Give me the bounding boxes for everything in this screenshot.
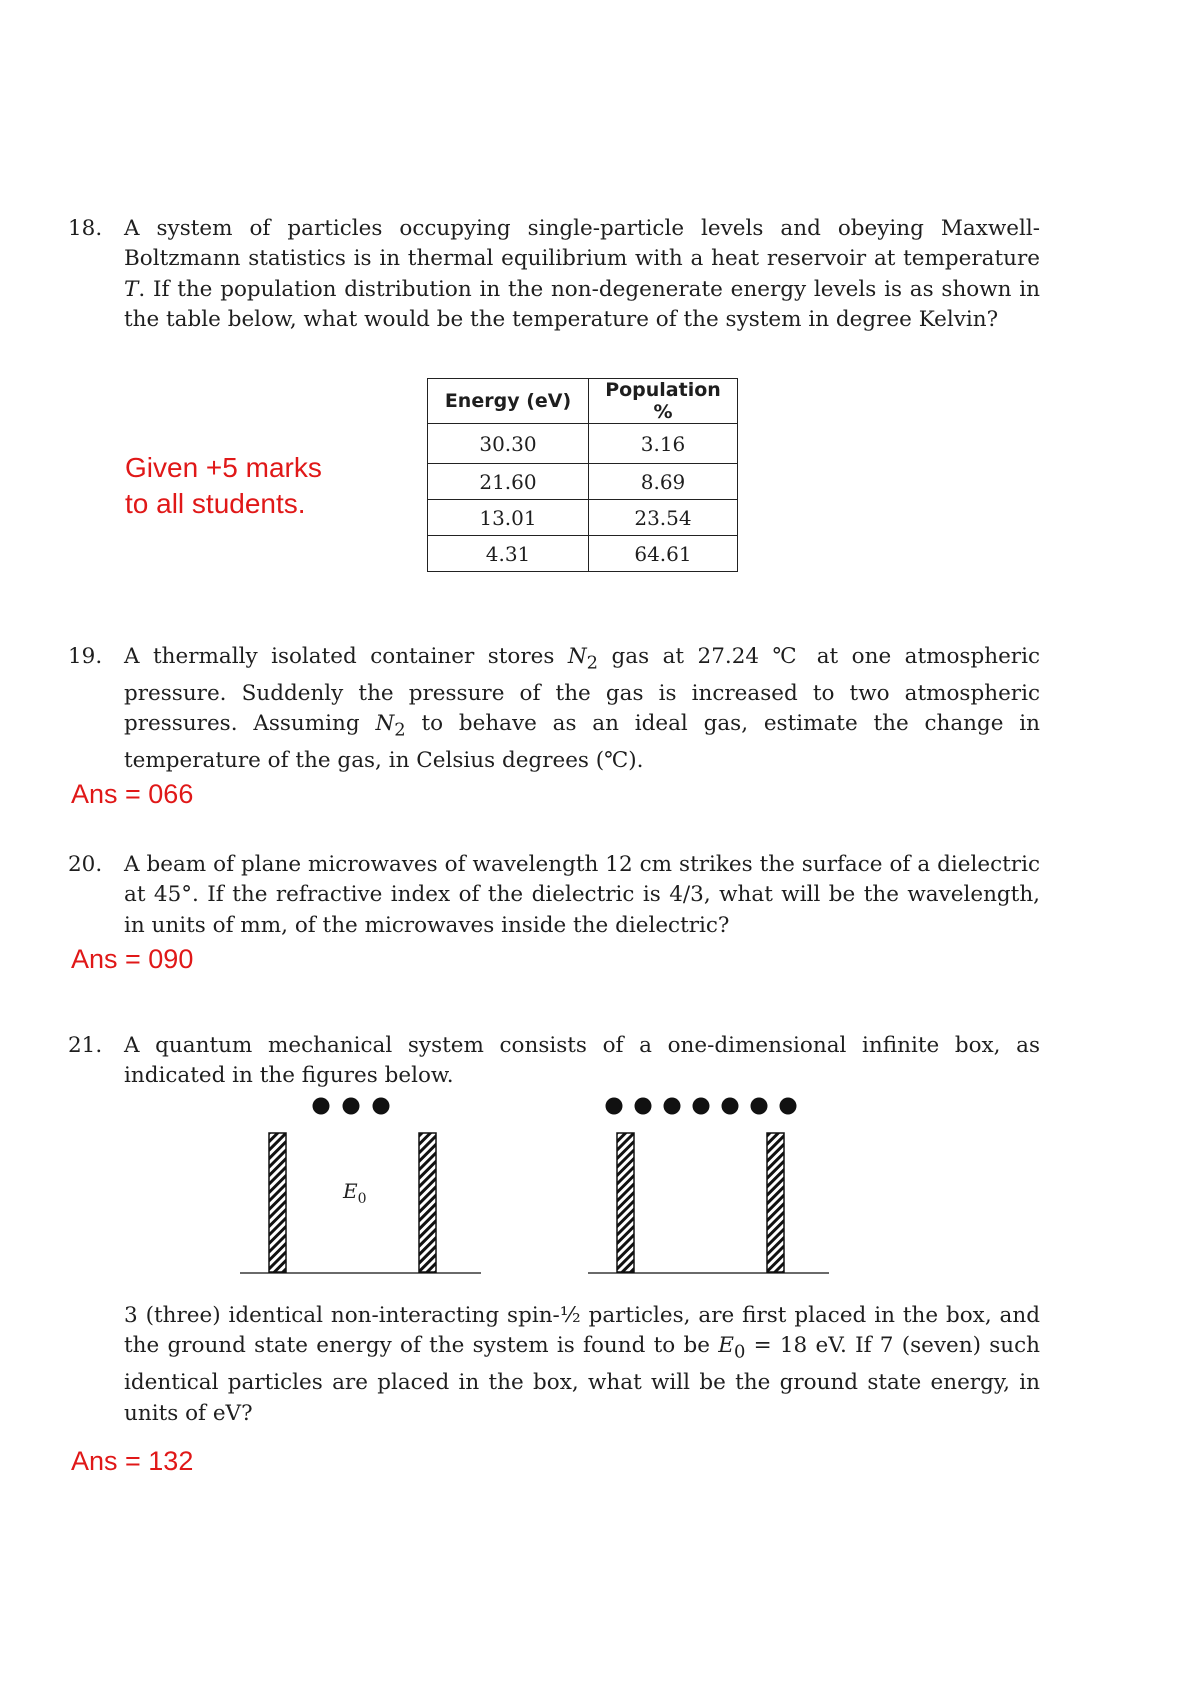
energy-cell: 30.30 bbox=[428, 424, 589, 464]
particle-dot bbox=[606, 1098, 623, 1115]
question-text: 3 (three) identical non-interacting spin-½ particles, are first placed in the box, and the ground state energy of the system is found to be $E_0 = 18$ eV. If 7 (seven) such identical particles are placed in the box, what will be the ground state energy, in units of eV? bbox=[124, 1303, 1040, 1426]
box-seven-particles bbox=[588, 1098, 829, 1274]
population-cell: 3.16 bbox=[589, 424, 738, 464]
answer-label: Ans = 132 bbox=[71, 1445, 194, 1476]
particle-dots bbox=[313, 1098, 390, 1115]
table-header: Energy (eV) bbox=[428, 379, 589, 424]
table-header: Population % bbox=[589, 379, 738, 424]
question-number: 20. bbox=[68, 852, 103, 877]
question-number: 18. bbox=[68, 216, 103, 241]
energy-label: $E_0$ bbox=[343, 1179, 367, 1207]
right-wall bbox=[767, 1133, 784, 1272]
question-21-continued bbox=[68, 1301, 1040, 1479]
particle-dot bbox=[635, 1098, 652, 1115]
marks-annotation: Given +5 marks to all students. bbox=[125, 452, 322, 519]
energy-cell: 4.31 bbox=[428, 536, 589, 572]
left-wall bbox=[269, 1133, 286, 1272]
answer-label: Ans = 066 bbox=[71, 779, 194, 810]
right-wall bbox=[419, 1133, 436, 1272]
particle-dot bbox=[693, 1098, 710, 1115]
question-text: A thermally isolated container stores $N_2$ gas at 27.24 ℃ at one atmospheric pressure. Suddenly the pressure of the gas is increased to two atmospheric pressures. Assuming $N_2$ to behave as an ideal gas, estimate the change in temperature of the gas, in Celsius degrees (℃). bbox=[124, 644, 1041, 773]
particle-dots bbox=[606, 1098, 797, 1115]
particle-dot bbox=[751, 1098, 768, 1115]
question-number: 19. bbox=[68, 644, 103, 669]
answer-label: Ans = 090 bbox=[71, 944, 194, 975]
particle-dot bbox=[780, 1098, 797, 1115]
energy-cell: 13.01 bbox=[428, 500, 589, 536]
particle-dot bbox=[722, 1098, 739, 1115]
population-cell: 23.54 bbox=[589, 500, 738, 536]
question-text: A quantum mechanical system consists of a one-dimensional infinite box, as indicated in the figures below. bbox=[124, 1033, 1040, 1089]
particle-dot bbox=[343, 1098, 360, 1115]
population-cell: 64.61 bbox=[589, 536, 738, 572]
particle-dot bbox=[373, 1098, 390, 1115]
particle-dot bbox=[313, 1098, 330, 1115]
question-text: A system of particles occupying single-particle levels and obeying Maxwell-Boltzmann statistics is in thermal equilibrium with a heat reservoir at temperature T. If the population distribution in the non-degenerate energy levels is as shown in the table below, what would be the temperature of the system in degree Kelvin? bbox=[124, 216, 1040, 333]
question-text: A beam of plane microwaves of wavelength 12 cm strikes the surface of a dielectric at 45°. If the refractive index of the dielectric is 4/3, what will be the wavelength, in units of mm, of the microwaves inside the dielectric? bbox=[124, 852, 1040, 938]
question-number: 21. bbox=[68, 1033, 103, 1058]
population-cell: 8.69 bbox=[589, 464, 738, 500]
box-three-particles bbox=[240, 1098, 481, 1274]
left-wall bbox=[617, 1133, 634, 1272]
particle-dot bbox=[664, 1098, 681, 1115]
energy-cell: 21.60 bbox=[428, 464, 589, 500]
